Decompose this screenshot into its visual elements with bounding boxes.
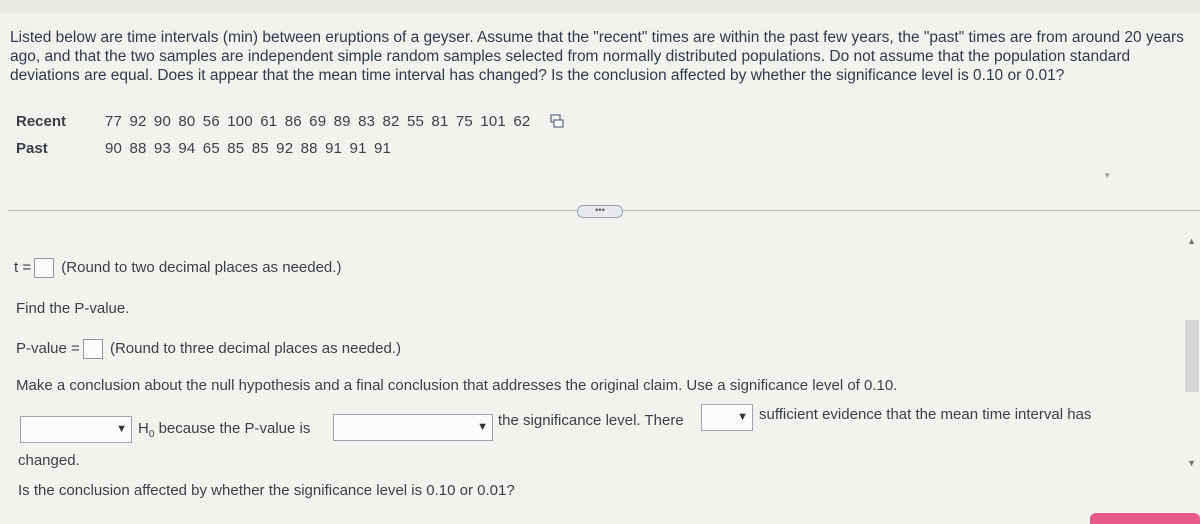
p-value-hint: (Round to three decimal places as needed.)	[109, 339, 401, 357]
evidence-text: sufficient evidence that the mean time interval has	[759, 406, 1092, 423]
accent-tab[interactable]	[1090, 513, 1200, 524]
h0-text	[138, 420, 310, 440]
h0-because-text: because the P-value is	[158, 420, 311, 437]
question-text: Listed below are time intervals (min) between eruptions of a geyser. Assume that the "recent" times are within the past few years, the "past" times are from around 20 years ago, and that the two samples are independent simple random samples selected from normally distributed populations. Do not assume that the population standard deviations are equal. Does it appear that the mean time interval has changed? Is the conclusion affected by whether the significance level is 0.10 or 0.01?	[10, 29, 1184, 84]
dropdown-arrow-icon: ▼	[477, 421, 488, 433]
top-strip	[0, 0, 1200, 14]
copy-icon[interactable]	[550, 114, 564, 132]
pvalue-comparison-dropdown[interactable]	[333, 414, 493, 441]
find-p-text: Find the P-value.	[16, 300, 130, 317]
reject-decision-dropdown[interactable]	[20, 416, 132, 443]
t-stat-input[interactable]	[34, 258, 54, 278]
dropdown-arrow-icon: ▼	[116, 423, 127, 435]
recent-values	[105, 113, 564, 132]
small-chevron-icon: ▾	[1105, 170, 1110, 180]
evidence-dropdown[interactable]	[701, 404, 753, 431]
conclusion-prompt: Make a conclusion about the null hypothesis and a final conclusion that addresses the original claim. Use a significance level of 0.10.	[16, 377, 898, 394]
h0-symbol: $H_0$	[138, 420, 155, 440]
changed-text: changed.	[18, 452, 80, 469]
past-label: Past	[16, 140, 48, 157]
t-stat-label: t =	[14, 258, 32, 276]
past-values: 90 88 93 94 65 85 85 92 88 91 91 91	[105, 140, 392, 157]
p-value-input[interactable]	[83, 339, 103, 359]
recent-label: Recent	[16, 113, 67, 130]
dropdown-arrow-icon: ▼	[737, 411, 748, 423]
p-value-line	[16, 339, 401, 359]
significance-text: the significance level. There	[498, 412, 684, 429]
scroll-down-icon[interactable]: ▼	[1187, 458, 1196, 468]
followup-question: Is the conclusion affected by whether the significance level is 0.10 or 0.01?	[18, 482, 515, 499]
scroll-up-icon[interactable]: ▲	[1187, 236, 1196, 246]
scrollbar-thumb[interactable]	[1185, 320, 1199, 392]
recent-values-text: 77 92 90 80 56 100 61 86 69 89 83 82 55 81 75 101 62	[105, 113, 531, 130]
t-stat-line	[14, 258, 341, 278]
p-value-label: P-value =	[16, 339, 80, 357]
t-stat-hint: (Round to two decimal places as needed.)	[61, 258, 342, 276]
more-button[interactable]: •••	[577, 205, 623, 218]
